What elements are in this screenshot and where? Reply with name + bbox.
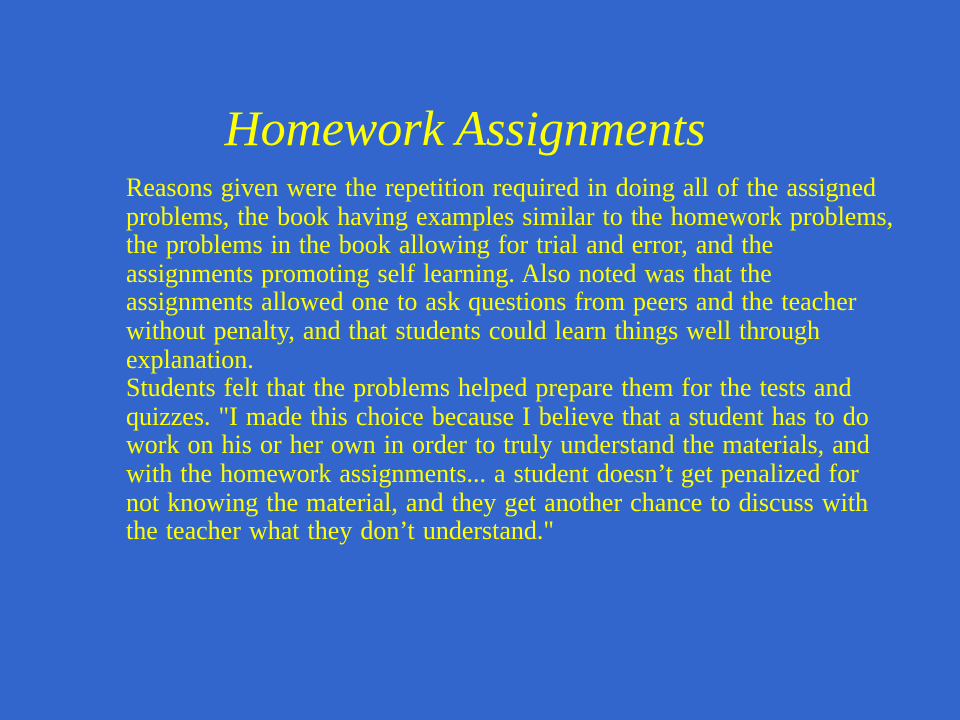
- slide-title: Homework Assignments: [224, 100, 706, 156]
- paragraph-reasons: Reasons given were the repetition required in doing all of the assigned problems, the book having examples similar to the homework problems, the problems in the book allowing for trial and error, and the assignments promoting self learning. Also noted was that the assignments allowed one to ask questions from peers and the teacher without penalty, and that students could learn things well through explanation.: [126, 173, 894, 374]
- slide-body: [126, 174, 896, 546]
- paragraph-student-quote: Students felt that the problems helped prepare them for the tests and quizzes. "I made this choice because I believe that a student has to do work on his or her own in order to truly understand the materials, and with the homework assignments... a student doesn’t get penalized for not knowing the material, and they get another chance to discuss with the teacher what they don’t understand.": [126, 373, 870, 546]
